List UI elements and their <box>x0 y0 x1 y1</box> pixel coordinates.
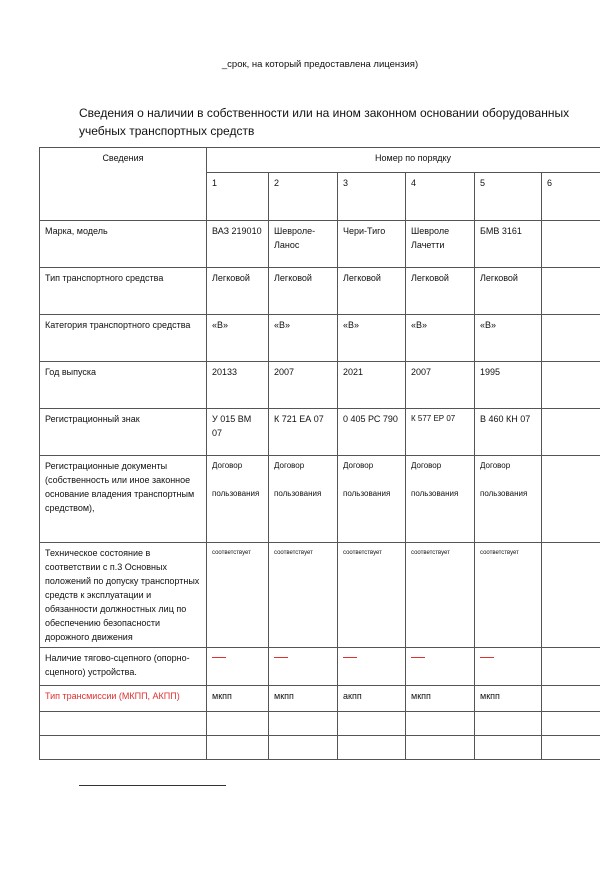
cell: «В» <box>269 315 338 362</box>
cell <box>207 712 269 736</box>
cell: мкпп <box>269 686 338 712</box>
cell <box>207 648 269 686</box>
table-row <box>40 736 600 760</box>
cell <box>542 315 600 362</box>
row-label: Тип трансмиссии (МКПП, АКПП) <box>40 686 207 712</box>
cell: соответствует <box>338 543 406 648</box>
cell: 0 405 РС 790 <box>338 409 406 456</box>
red-dash <box>343 657 357 658</box>
cell <box>406 736 475 760</box>
cell <box>338 648 406 686</box>
number-cell: 5 <box>475 173 542 221</box>
row-label: Регистрационные документы (собственность или иное законное основание владения транспортным средством), <box>40 456 207 543</box>
cell <box>40 712 207 736</box>
cell: К 721 ЕА 07 <box>269 409 338 456</box>
cell: 2007 <box>269 362 338 409</box>
cell: мкпп <box>207 686 269 712</box>
table-row <box>40 648 600 686</box>
red-dash <box>480 657 494 658</box>
cell <box>207 736 269 760</box>
doc-line: Договор <box>480 461 511 470</box>
cell: акпп <box>338 686 406 712</box>
cell: «В» <box>406 315 475 362</box>
doc-line: пользования <box>274 489 322 498</box>
cell <box>338 712 406 736</box>
row-label: Год выпуска <box>40 362 207 409</box>
doc-line: пользования <box>480 489 528 498</box>
cell: «В» <box>475 315 542 362</box>
cell <box>542 543 600 648</box>
table-row <box>40 543 600 648</box>
number-cell: 4 <box>406 173 475 221</box>
cell <box>542 456 600 543</box>
row-label: Марка, модель <box>40 221 207 268</box>
row-label: Категория транспортного средства <box>40 315 207 362</box>
cell <box>406 456 475 543</box>
number-cell: 1 <box>207 173 269 221</box>
cell <box>475 648 542 686</box>
row-label: Техническое состояние в соответствии с п.3 Основных положений по допуску транспортных средств к эксплуатации и обязанности должностных лиц по обеспечению безопасности дорожного движения <box>40 543 207 648</box>
table-row <box>40 362 600 409</box>
document-heading: Сведения о наличии в собственности или на ином законном основании оборудованных учебных транспортных средств <box>79 106 570 138</box>
number-cell: 3 <box>338 173 406 221</box>
cell: 2021 <box>338 362 406 409</box>
vehicles-table <box>39 147 600 760</box>
cell: Легковой <box>475 268 542 315</box>
red-dash <box>274 657 288 658</box>
license-term-note: _срок, на который предоставлена лицензия) <box>221 59 419 70</box>
table-row <box>40 686 600 712</box>
cell <box>542 736 600 760</box>
cell: Чери-Тиго <box>338 221 406 268</box>
number-cell: 6 <box>542 173 600 221</box>
table-row <box>40 268 600 315</box>
header-info: Сведения <box>40 148 207 221</box>
table-row <box>40 409 600 456</box>
number-cell: 2 <box>269 173 338 221</box>
cell <box>542 268 600 315</box>
doc-line: Договор <box>411 461 442 470</box>
cell: 1995 <box>475 362 542 409</box>
cell <box>542 712 600 736</box>
cell <box>542 648 600 686</box>
cell: мкпп <box>475 686 542 712</box>
cell: Шевроле-Ланос <box>269 221 338 268</box>
cell: БМВ 3161 <box>475 221 542 268</box>
cell: Легковой <box>269 268 338 315</box>
cell: «В» <box>207 315 269 362</box>
cell: соответствует <box>475 543 542 648</box>
cell <box>269 456 338 543</box>
cell: Легковой <box>207 268 269 315</box>
doc-line: Договор <box>274 461 305 470</box>
cell <box>338 736 406 760</box>
red-dash <box>411 657 425 658</box>
cell <box>542 409 600 456</box>
doc-line: Договор <box>343 461 374 470</box>
cell: соответствует <box>269 543 338 648</box>
doc-line: Договор <box>212 461 243 470</box>
cell: Легковой <box>338 268 406 315</box>
table-row <box>40 712 600 736</box>
row-label: Регистрационный знак <box>40 409 207 456</box>
cell: мкпп <box>406 686 475 712</box>
cell <box>475 736 542 760</box>
cell: ВАЗ 219010 <box>207 221 269 268</box>
footnote-separator <box>79 785 226 786</box>
cell <box>269 712 338 736</box>
doc-line: пользования <box>212 489 260 498</box>
cell <box>406 712 475 736</box>
row-label: Наличие тягово-сцепного (опорно-сцепного) устройства. <box>40 648 207 686</box>
cell: соответствует <box>406 543 475 648</box>
cell: Шевроле Лачетти <box>406 221 475 268</box>
doc-line: пользования <box>411 489 459 498</box>
table-row <box>40 315 600 362</box>
cell <box>269 648 338 686</box>
cell: У 015 ВМ 07 <box>207 409 269 456</box>
cell: К 577 ЕР 07 <box>406 409 475 456</box>
red-dash <box>212 657 226 658</box>
cell <box>207 456 269 543</box>
table-row <box>40 456 600 543</box>
cell <box>542 362 600 409</box>
cell <box>406 648 475 686</box>
cell: Легковой <box>406 268 475 315</box>
cell: «В» <box>338 315 406 362</box>
cell <box>40 736 207 760</box>
cell <box>542 221 600 268</box>
cell: 20133 <box>207 362 269 409</box>
cell <box>338 456 406 543</box>
cell <box>542 686 600 712</box>
cell <box>475 456 542 543</box>
cell: соответствует <box>207 543 269 648</box>
cell <box>475 712 542 736</box>
row-label: Тип транспортного средства <box>40 268 207 315</box>
cell: 2007 <box>406 362 475 409</box>
table-row <box>40 221 600 268</box>
cell: В 460 КН 07 <box>475 409 542 456</box>
header-order: Номер по порядку <box>207 148 600 173</box>
cell <box>269 736 338 760</box>
doc-line: пользования <box>343 489 391 498</box>
